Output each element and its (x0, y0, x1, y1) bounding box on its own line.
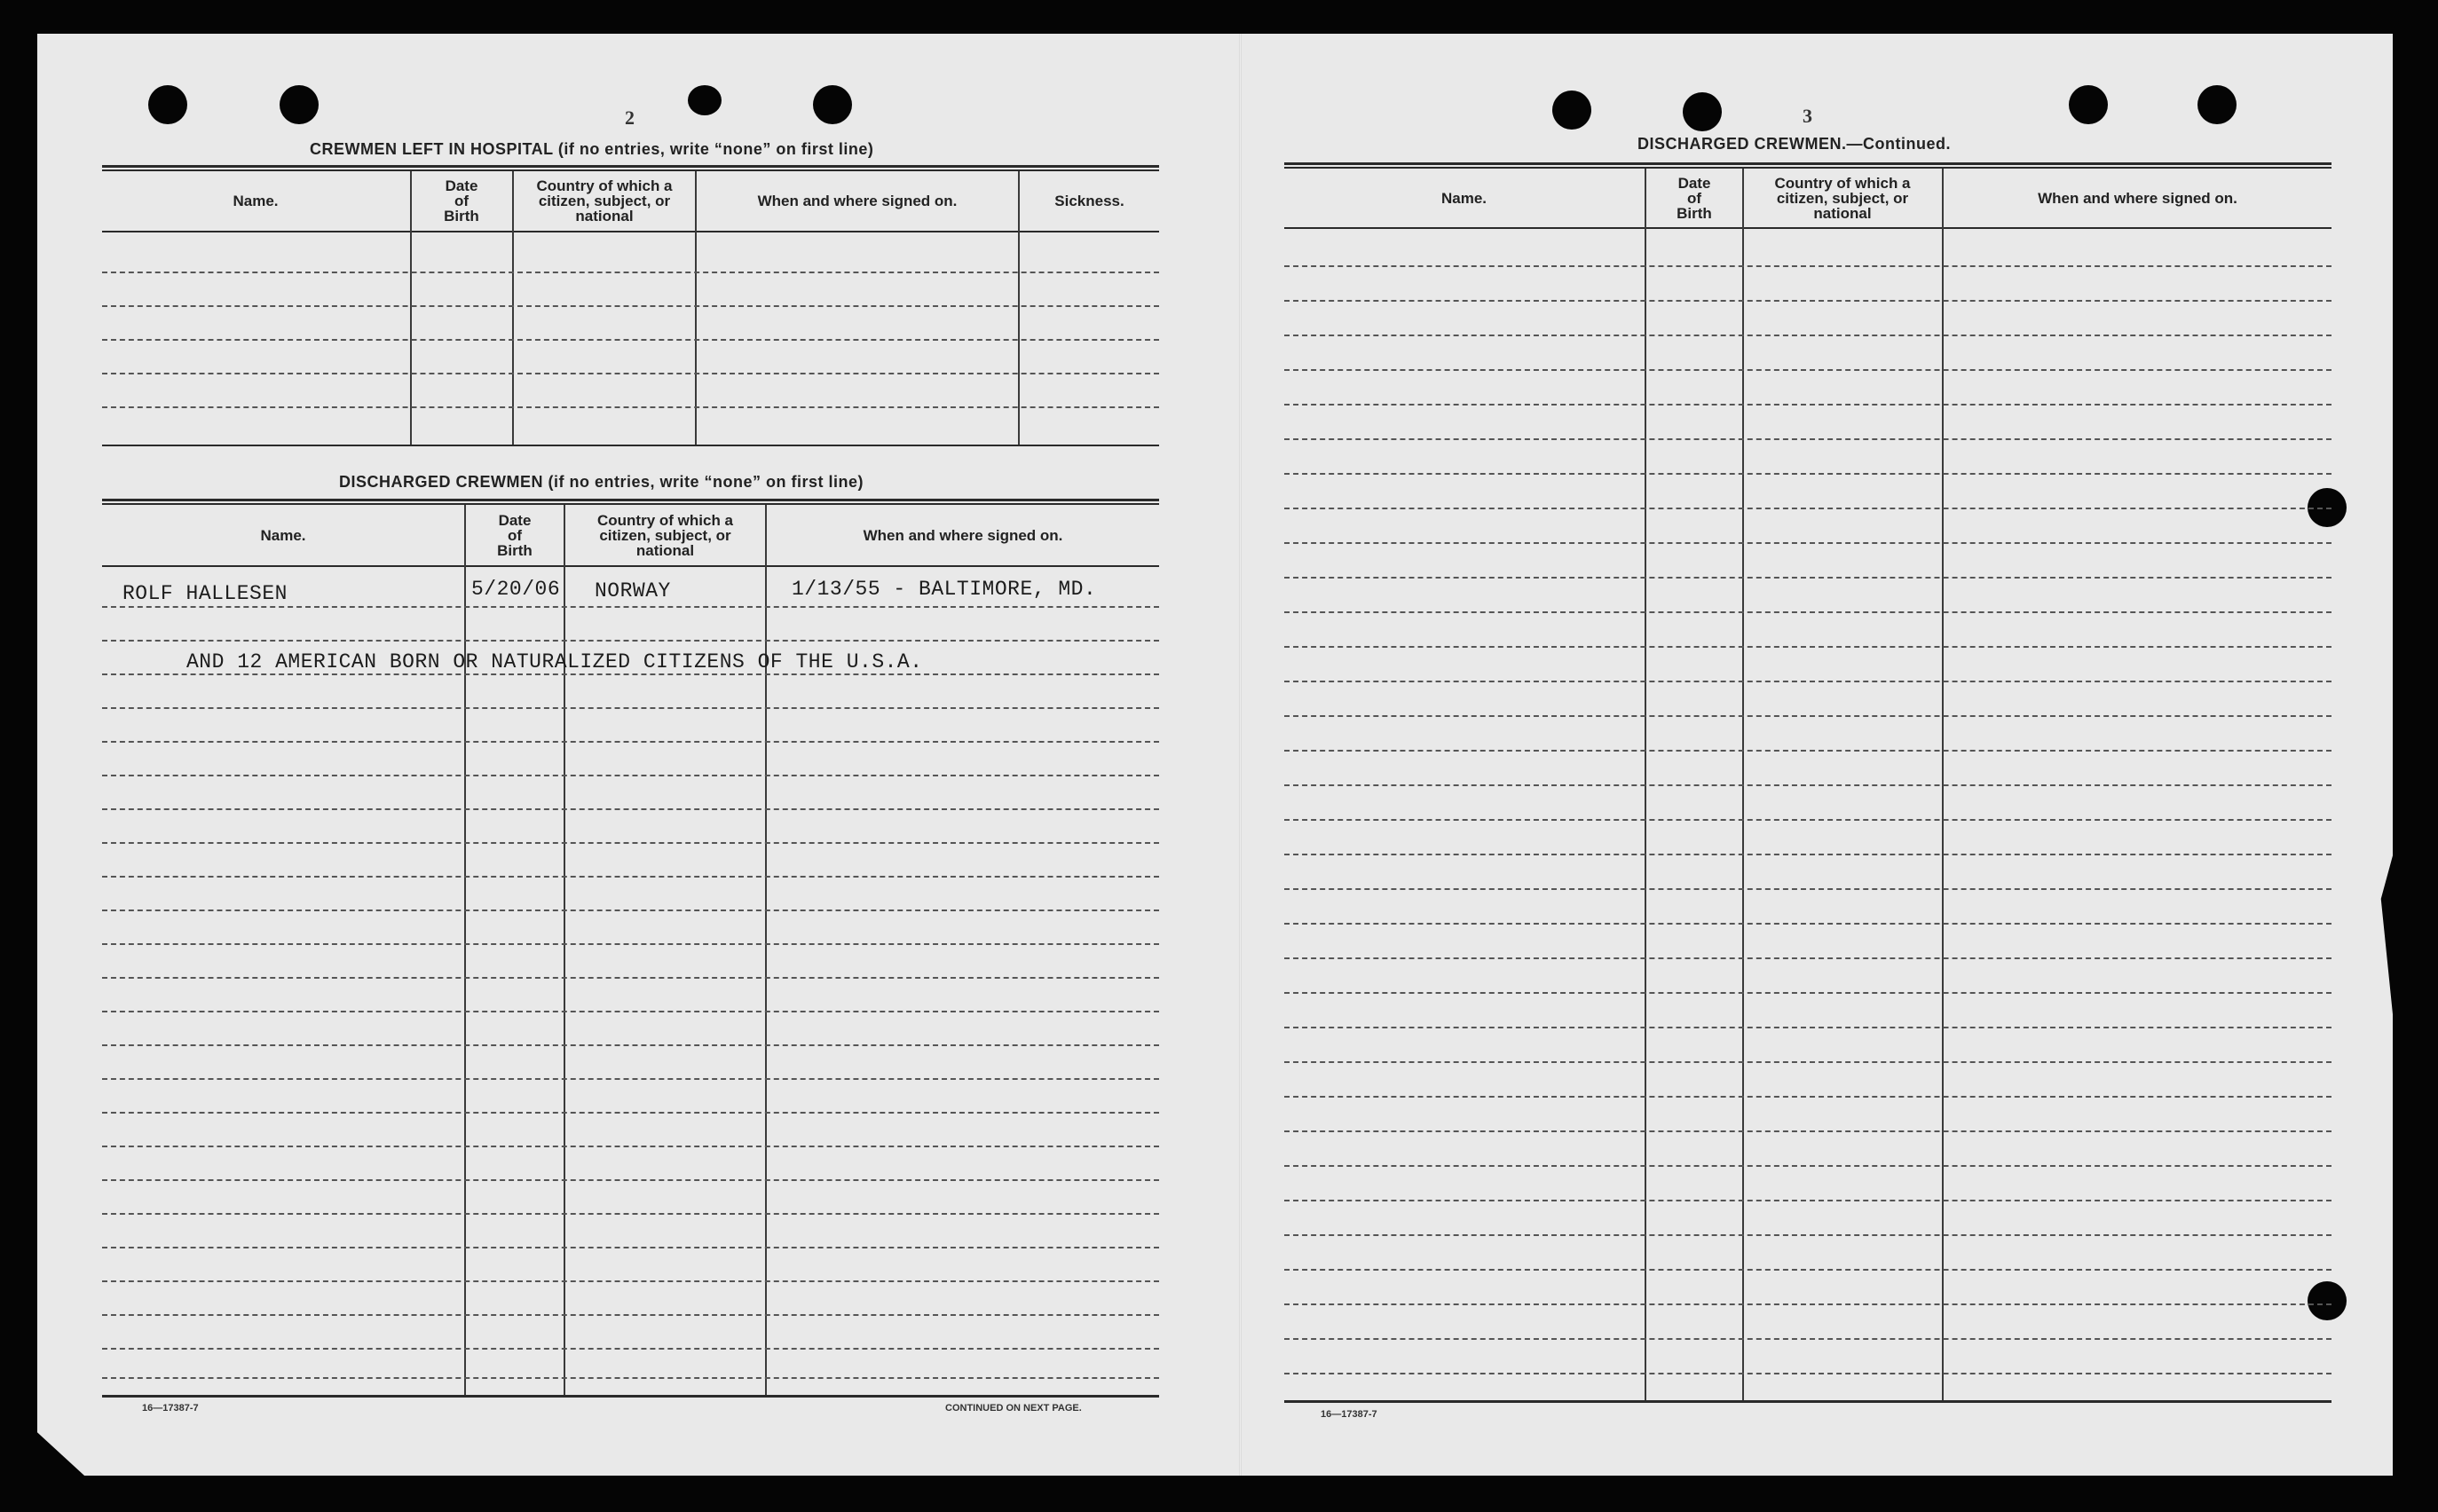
right-header-name: Name. (1440, 189, 1487, 207)
discharged-header-signed-on: When and where signed on. (863, 526, 1063, 544)
discharged-entry-line (102, 1280, 1159, 1282)
form-number-right: 16—17387-7 (1321, 1409, 1377, 1420)
discharged-bottom-rule (102, 1395, 1159, 1398)
hospital-header-signed-on: When and where signed on. (757, 192, 958, 209)
hospital-entry-line (102, 373, 1159, 374)
hospital-entry-line (102, 339, 1159, 341)
hospital-entry-line (102, 305, 1159, 307)
punch-hole (1683, 92, 1722, 131)
discharged-entry-line (102, 943, 1159, 945)
right-entry-line (1284, 784, 2331, 786)
hospital-section-title: CREWMEN LEFT IN HOSPITAL (if no entries, write “none” on first line) (310, 140, 874, 158)
hospital-bottom-rule (102, 445, 1159, 446)
right-entry-line (1284, 854, 2331, 855)
discharged-top-rule-2 (102, 503, 1159, 505)
discharged-col-divider (464, 505, 466, 1395)
hospital-col-divider (695, 171, 697, 445)
discharged-entry-line (102, 910, 1159, 911)
discharged-col-divider (564, 505, 565, 1395)
hospital-header-name: Name. (233, 192, 279, 209)
hospital-header-country: Country of which a citizen, subject, or national (536, 177, 673, 224)
right-entry-line (1284, 1338, 2331, 1340)
discharged-header-country: Country of which a citizen, subject, or national (597, 511, 733, 559)
page-fold (1239, 34, 1242, 1476)
right-entry-line (1284, 1373, 2331, 1374)
discharged-entry-line (102, 606, 1159, 608)
right-entry-line (1284, 265, 2331, 267)
discharged-entry-line (102, 1377, 1159, 1379)
crewman-date-of-birth: 5/20/06 (471, 578, 561, 601)
document-sheet (37, 34, 2393, 1476)
right-entry-line (1284, 369, 2331, 371)
right-entry-line (1284, 1269, 2331, 1271)
discharged-entry-line (102, 876, 1159, 878)
discharged-header-name: Name. (260, 526, 306, 544)
discharged-continued-title: DISCHARGED CREWMEN.—Continued. (1637, 135, 1951, 153)
discharged-entry-line (102, 1314, 1159, 1316)
right-entry-line (1284, 1027, 2331, 1028)
right-entry-line (1284, 577, 2331, 579)
punch-hole (2197, 85, 2237, 124)
hospital-entry-line (102, 406, 1159, 408)
right-entry-line (1284, 957, 2331, 959)
continued-note: CONTINUED ON NEXT PAGE. (945, 1403, 1082, 1414)
discharged-entry-line (102, 1348, 1159, 1350)
right-entry-line (1284, 715, 2331, 717)
right-entry-line (1284, 923, 2331, 925)
right-top-rule (1284, 162, 2331, 165)
hospital-header-rule (102, 231, 1159, 232)
right-entry-line (1284, 542, 2331, 544)
right-entry-line (1284, 1130, 2331, 1132)
crewman-note: AND 12 AMERICAN BORN OR NATURALIZED CITIZENS OF THE U.S.A. (186, 650, 923, 673)
right-entry-line (1284, 438, 2331, 440)
hospital-top-rule (102, 165, 1159, 168)
crewman-country: NORWAY (595, 579, 671, 602)
punch-hole (148, 85, 187, 124)
discharged-entry-line (102, 808, 1159, 810)
right-header-country: Country of which a citizen, subject, or national (1774, 174, 1911, 222)
right-entry-line (1284, 1165, 2331, 1167)
discharged-entry-line (102, 1213, 1159, 1215)
discharged-header-rule (102, 565, 1159, 567)
right-entry-line (1284, 1303, 2331, 1305)
right-entry-line (1284, 1096, 2331, 1098)
discharged-section-title: DISCHARGED CREWMEN (if no entries, write “none” on first line) (339, 473, 864, 491)
discharged-entry-line (102, 1011, 1159, 1012)
discharged-entry-line (102, 842, 1159, 844)
punch-hole (2308, 1281, 2347, 1320)
right-entry-line (1284, 750, 2331, 752)
punch-hole (1552, 91, 1591, 130)
form-number-left: 16—17387-7 (142, 1403, 199, 1414)
right-entry-line (1284, 819, 2331, 821)
hospital-top-rule-2 (102, 169, 1159, 171)
punch-hole (688, 85, 722, 115)
right-entry-line (1284, 1061, 2331, 1063)
discharged-entry-line (102, 640, 1159, 642)
hospital-entry-line (102, 272, 1159, 273)
discharged-top-rule (102, 499, 1159, 501)
right-entry-line (1284, 888, 2331, 890)
discharged-entry-line (102, 1112, 1159, 1114)
right-bottom-rule (1284, 1400, 2331, 1403)
discharged-entry-line (102, 673, 1159, 675)
page-number-left: 2 (625, 106, 635, 129)
hospital-col-divider (512, 171, 514, 445)
crewman-signed-on: 1/13/55 - BALTIMORE, MD. (792, 578, 1097, 601)
punch-hole (2069, 85, 2108, 124)
right-entry-line (1284, 300, 2331, 302)
hospital-header-dob: Date of Birth (444, 177, 479, 224)
right-entry-line (1284, 473, 2331, 475)
crewman-name: ROLF HALLESEN (122, 582, 288, 605)
discharged-entry-line (102, 977, 1159, 979)
hospital-col-divider (410, 171, 412, 445)
discharged-entry-line (102, 1044, 1159, 1046)
right-entry-line (1284, 1234, 2331, 1236)
discharged-col-divider (765, 505, 767, 1395)
discharged-entry-line (102, 707, 1159, 709)
right-entry-line (1284, 1200, 2331, 1201)
right-entry-line (1284, 992, 2331, 994)
right-entry-line (1284, 611, 2331, 613)
right-entry-line (1284, 646, 2331, 648)
right-header-signed-on: When and where signed on. (2038, 189, 2237, 207)
discharged-entry-line (102, 1078, 1159, 1080)
right-entry-line (1284, 404, 2331, 406)
hospital-header-sickness: Sickness. (1054, 192, 1124, 209)
discharged-entry-line (102, 1146, 1159, 1147)
right-header-rule (1284, 227, 2331, 229)
discharged-header-dob: Date of Birth (497, 511, 533, 559)
page-number-right: 3 (1803, 105, 1812, 127)
hospital-col-divider (1018, 171, 1020, 445)
discharged-entry-line (102, 775, 1159, 776)
right-entry-line (1284, 335, 2331, 336)
right-entry-line (1284, 508, 2331, 509)
right-top-rule-2 (1284, 167, 2331, 169)
discharged-entry-line (102, 1179, 1159, 1181)
discharged-entry-line (102, 741, 1159, 743)
right-entry-line (1284, 681, 2331, 682)
punch-hole (813, 85, 852, 124)
punch-hole (280, 85, 319, 124)
right-header-dob: Date of Birth (1677, 174, 1712, 222)
discharged-entry-line (102, 1247, 1159, 1248)
